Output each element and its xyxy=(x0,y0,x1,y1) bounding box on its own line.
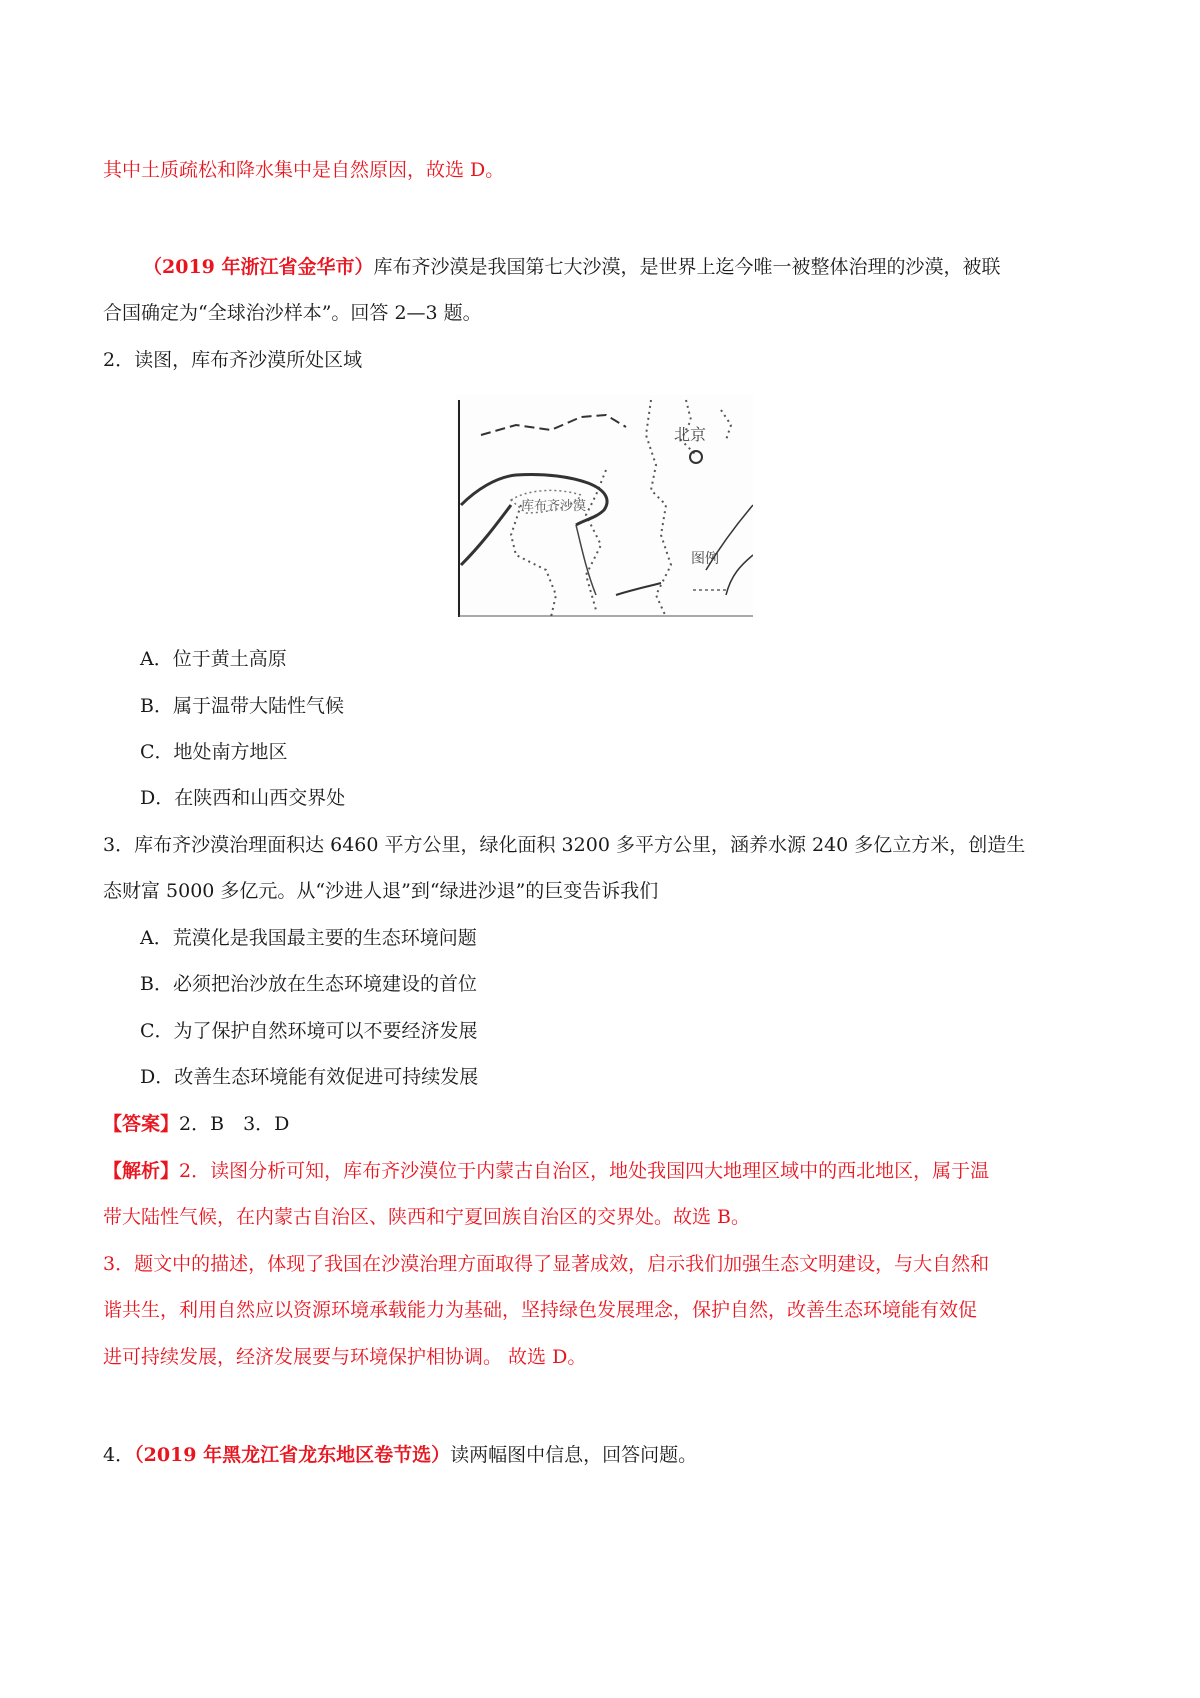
analysis-label: 【解析】 xyxy=(103,1160,180,1182)
q2-option-c: C．地处南方地区 xyxy=(140,741,288,763)
q4-number: 4． xyxy=(103,1444,135,1466)
q2-option-b: B．属于温带大陆性气候 xyxy=(140,695,344,717)
q4-text: 读两幅图中信息，回答问题。 xyxy=(450,1444,698,1466)
answer-line xyxy=(103,1112,289,1136)
q4-source: （2019 年黑龙江省龙东地区卷节选） xyxy=(134,1444,451,1466)
q4-line xyxy=(103,1443,697,1467)
legend-label: 图例 xyxy=(691,551,719,567)
analysis-text-1: 2．读图分析可知，库布齐沙漠位于内蒙古自治区，地处我国四大地理区域中的西北地区，属于温 xyxy=(179,1160,990,1182)
analysis-text-2: 带大陆性气候，在内蒙古自治区、陕西和宁夏回族自治区的交界处。故选 B。 xyxy=(103,1206,751,1228)
desert-label: 库布齐沙漠 xyxy=(521,499,587,514)
analysis-text-4: 谐共生，利用自然应以资源环境承载能力为基础，坚持绿色发展理念，保护自然，改善生态环境能有效促 xyxy=(103,1299,978,1321)
q2-stem: 2．读图，库布齐沙漠所处区域 xyxy=(103,349,363,371)
answer-text: 2．B 3．D xyxy=(179,1113,290,1135)
intro-text-1: 库布齐沙漠是我国第七大沙漠，是世界上迄今唯一被整体治理的沙漠，被联 xyxy=(373,256,1001,278)
analysis-line-1 xyxy=(103,1159,989,1183)
intro-source: （2019 年浙江省金华市） xyxy=(143,256,374,278)
q2-option-a: A．位于黄土高原 xyxy=(140,648,287,670)
q3-option-a: A．荒漠化是我国最主要的生态环境问题 xyxy=(140,927,477,949)
kubuqi-desert-map xyxy=(456,395,753,617)
answer-label: 【答案】 xyxy=(103,1113,180,1135)
q2-option-d: D．在陕西和山西交界处 xyxy=(140,787,346,809)
analysis-text-3: 3．题文中的描述，体现了我国在沙漠治理方面取得了显著成效，启示我们加强生态文明建设，与大自然和 xyxy=(103,1253,990,1275)
beijing-label: 北京 xyxy=(674,425,707,444)
q3-stem-1: 3．库布齐沙漠治理面积达 6460 平方公里，绿化面积 3200 多平方公里，涵养水源 240 多亿立方米，创造生 xyxy=(103,834,1026,856)
q3-option-d: D．改善生态环境能有效促进可持续发展 xyxy=(140,1066,479,1088)
analysis-text-5: 进可持续发展，经济发展要与环境保护相协调。 故选 D。 xyxy=(103,1346,587,1368)
intro-text-2: 合国确定为“全球治沙样本”。回答 2—3 题。 xyxy=(103,302,482,324)
q3-stem-2: 态财富 5000 多亿元。从“沙进人退”到“绿进沙退”的巨变告诉我们 xyxy=(103,880,659,902)
prev-answer-tail: 其中土质疏松和降水集中是自然原因，故选 D。 xyxy=(103,159,505,181)
intro-line-1 xyxy=(143,255,1001,279)
q3-option-c: C．为了保护自然环境可以不要经济发展 xyxy=(140,1020,478,1042)
q3-option-b: B．必须把治沙放在生态环境建设的首位 xyxy=(140,973,477,995)
